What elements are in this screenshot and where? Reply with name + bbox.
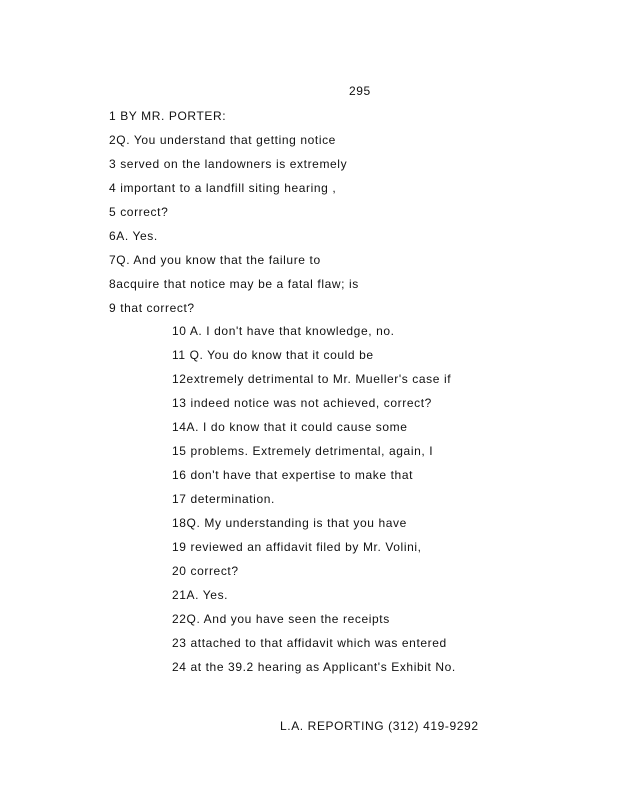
- transcript-line-20: 20 correct?: [172, 564, 239, 578]
- page-number: 295: [349, 84, 371, 98]
- transcript-line-13: 13 indeed notice was not achieved, correct?: [172, 396, 432, 410]
- transcript-line-24: 24 at the 39.2 hearing as Applicant's Exhibit No.: [172, 660, 456, 674]
- transcript-line-4: 4 important to a landfill siting hearing ,: [109, 181, 337, 195]
- transcript-line-8: 8acquire that notice may be a fatal flaw; is: [109, 277, 359, 291]
- transcript-line-18: 18Q. My understanding is that you have: [172, 516, 407, 530]
- transcript-line-1: 1 BY MR. PORTER:: [109, 109, 227, 123]
- transcript-line-3: 3 served on the landowners is extremely: [109, 157, 348, 171]
- transcript-line-15: 15 problems. Extremely detrimental, again, I: [172, 444, 434, 458]
- transcript-line-19: 19 reviewed an affidavit filed by Mr. Volini,: [172, 540, 422, 554]
- transcript-line-21: 21A. Yes.: [172, 588, 229, 602]
- transcript-line-16: 16 don't have that expertise to make that: [172, 468, 414, 482]
- transcript-line-17: 17 determination.: [172, 492, 275, 506]
- transcript-line-10: 10 A. I don't have that knowledge, no.: [172, 324, 395, 338]
- transcript-line-14: 14A. I do know that it could cause some: [172, 420, 408, 434]
- transcript-line-22: 22Q. And you have seen the receipts: [172, 612, 390, 626]
- transcript-line-23: 23 attached to that affidavit which was entered: [172, 636, 447, 650]
- reporter-footer: L.A. REPORTING (312) 419-9292: [280, 719, 479, 733]
- transcript-line-2: 2Q. You understand that getting notice: [109, 133, 336, 147]
- transcript-line-12: 12extremely detrimental to Mr. Mueller's case if: [172, 372, 452, 386]
- transcript-line-7: 7Q. And you know that the failure to: [109, 253, 321, 267]
- transcript-line-11: 11 Q. You do know that it could be: [172, 348, 374, 362]
- transcript-line-6: 6A. Yes.: [109, 229, 158, 243]
- transcript-line-5: 5 correct?: [109, 205, 169, 219]
- transcript-line-9: 9 that correct?: [109, 301, 195, 315]
